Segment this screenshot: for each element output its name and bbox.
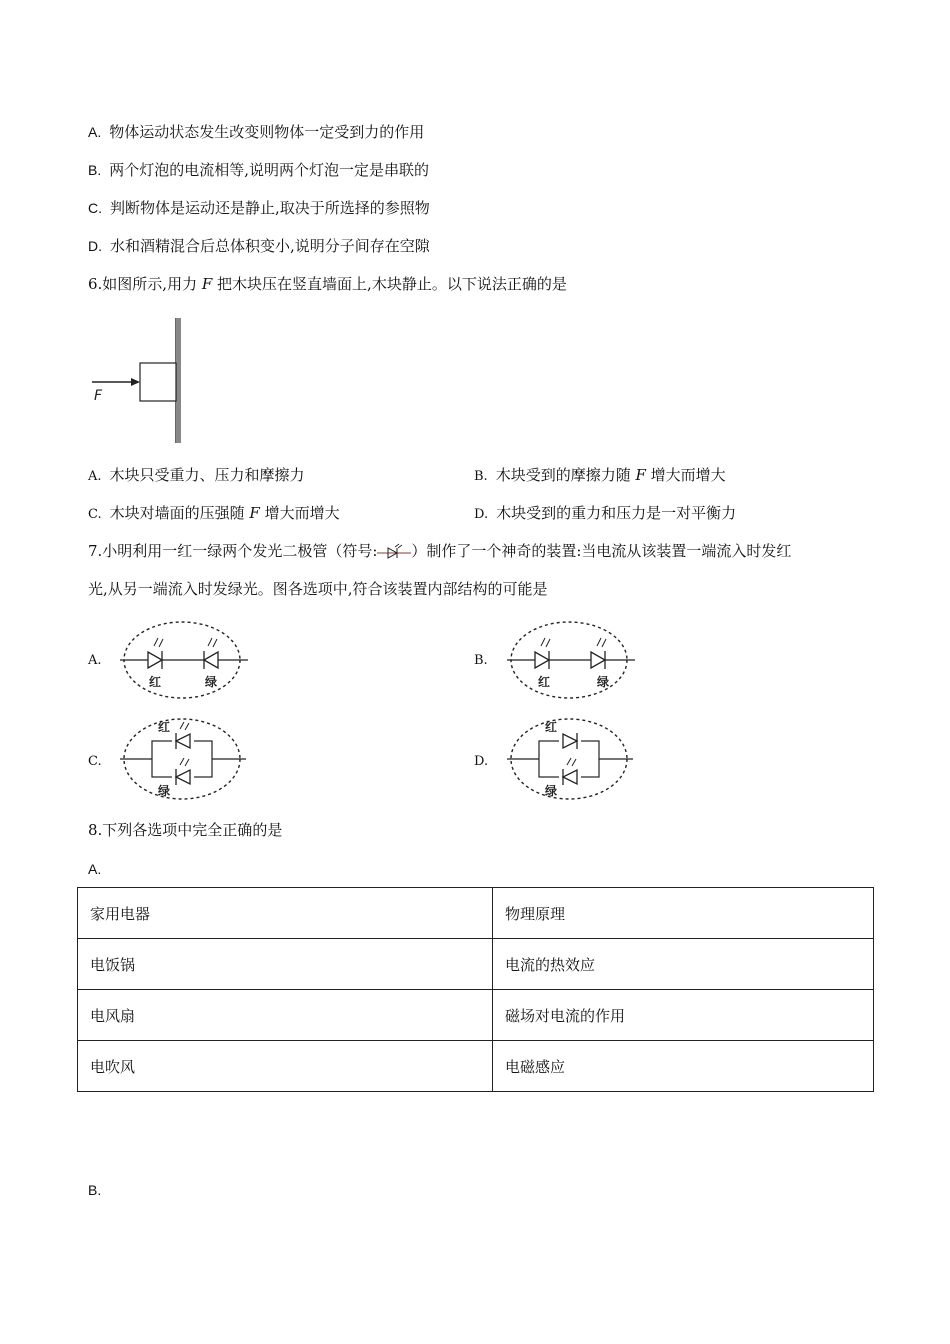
green-label: 绿	[205, 675, 218, 689]
option-text: 水和酒精混合后总体积变小,说明分子间存在空隙	[110, 237, 430, 255]
option-label: B.	[474, 469, 488, 484]
q5-option-b	[88, 159, 429, 181]
q7-diagram-b	[505, 618, 640, 703]
q6-stem	[88, 273, 567, 295]
option-label: D.	[88, 238, 102, 254]
led-symbol-icon	[377, 544, 411, 560]
red-led-icon	[148, 638, 163, 669]
q8-option-a-label: A.	[88, 861, 102, 877]
table-cell: 电流的热效应	[493, 939, 874, 990]
q7-stem-line2: 光,从另一端流入时发绿光。图各选项中,符合该装置内部结构的可能是	[88, 580, 548, 598]
red-label: 红	[545, 720, 558, 734]
q6-stem-pre: 6.如图所示,用力	[88, 275, 202, 293]
q7-diagram-d	[505, 714, 640, 804]
option-label: A.	[88, 469, 102, 484]
q5-option-a	[88, 121, 424, 143]
option-label: C.	[88, 200, 102, 216]
q6-stem-post: 把木块压在竖直墙面上,木块静止。以下说法正确的是	[212, 275, 567, 293]
red-label: 红	[158, 720, 171, 734]
option-label: B.	[88, 162, 102, 178]
q7-stem-post: ）制作了一个神奇的装置:当电流从该装置一端流入时发红	[411, 542, 792, 560]
q6-force-diagram	[88, 318, 198, 448]
q7-option-b-label: B.	[474, 653, 488, 668]
q7-stem-pre: 7.小明利用一红一绿两个发光二极管（符号:	[88, 542, 378, 560]
q8-table-a	[77, 887, 874, 1092]
q6-option-b	[474, 464, 726, 488]
q5-option-d	[88, 235, 430, 257]
table-header-row	[78, 888, 874, 939]
green-label: 绿	[158, 784, 171, 798]
option-text-post: 增大而增大	[259, 504, 340, 522]
green-label: 绿	[597, 675, 610, 689]
table-header: 物理原理	[493, 888, 874, 939]
table-cell: 电饭锅	[78, 939, 493, 990]
q6-option-d	[474, 502, 736, 526]
option-text: 两个灯泡的电流相等,说明两个灯泡一定是串联的	[109, 161, 430, 179]
table-cell: 磁场对电流的作用	[493, 990, 874, 1041]
force-label: F	[94, 388, 103, 404]
table-header: 家用电器	[78, 888, 493, 939]
option-label: C.	[88, 507, 102, 522]
green-label: 绿	[545, 784, 558, 798]
q8-option-b-label: B.	[88, 1182, 102, 1198]
table-row	[78, 1041, 874, 1092]
q6-option-a	[88, 464, 305, 488]
arrow-head-icon	[131, 378, 140, 386]
option-text: 木块只受重力、压力和摩擦力	[109, 466, 305, 484]
red-led-icon	[559, 733, 581, 749]
table-cell: 电吹风	[78, 1041, 493, 1092]
red-label: 红	[538, 675, 551, 689]
table-cell: 电磁感应	[493, 1041, 874, 1092]
wood-block	[140, 363, 176, 401]
q8-stem: 8.下列各选项中完全正确的是	[88, 821, 283, 839]
green-led-icon	[591, 638, 606, 669]
option-var: F	[635, 466, 646, 484]
option-text-post: 增大而增大	[645, 466, 726, 484]
option-text: 物体运动状态发生改变则物体一定受到力的作用	[109, 123, 425, 141]
wall-hatch	[176, 318, 181, 443]
green-led-icon	[204, 638, 218, 669]
green-led-icon	[559, 758, 581, 785]
option-text-pre: 木块受到的摩擦力随	[495, 466, 636, 484]
q7-diagram-c	[118, 714, 253, 804]
option-label: A.	[88, 124, 102, 140]
q7-option-a-label: A.	[88, 653, 102, 668]
red-led-icon	[172, 722, 194, 749]
table-cell: 电风扇	[78, 990, 493, 1041]
q7-option-c-label: C.	[88, 754, 102, 769]
table-row	[78, 990, 874, 1041]
q7-option-d-label: D.	[474, 754, 489, 769]
q7-diagram-a	[118, 618, 253, 703]
q5-option-c	[88, 197, 430, 219]
option-text-pre: 木块对墙面的压强随	[109, 504, 250, 522]
option-text: 判断物体是运动还是静止,取决于所选择的参照物	[110, 199, 430, 217]
table-row	[78, 939, 874, 990]
q7-stem-line1	[88, 540, 791, 562]
red-led-icon	[535, 638, 550, 669]
option-label: D.	[474, 507, 489, 522]
option-text: 木块受到的重力和压力是一对平衡力	[496, 504, 737, 522]
red-label: 红	[149, 675, 162, 689]
option-var: F	[249, 504, 260, 522]
green-led-icon	[172, 758, 194, 785]
q6-stem-var: F	[201, 275, 213, 293]
q6-option-c	[88, 502, 340, 526]
